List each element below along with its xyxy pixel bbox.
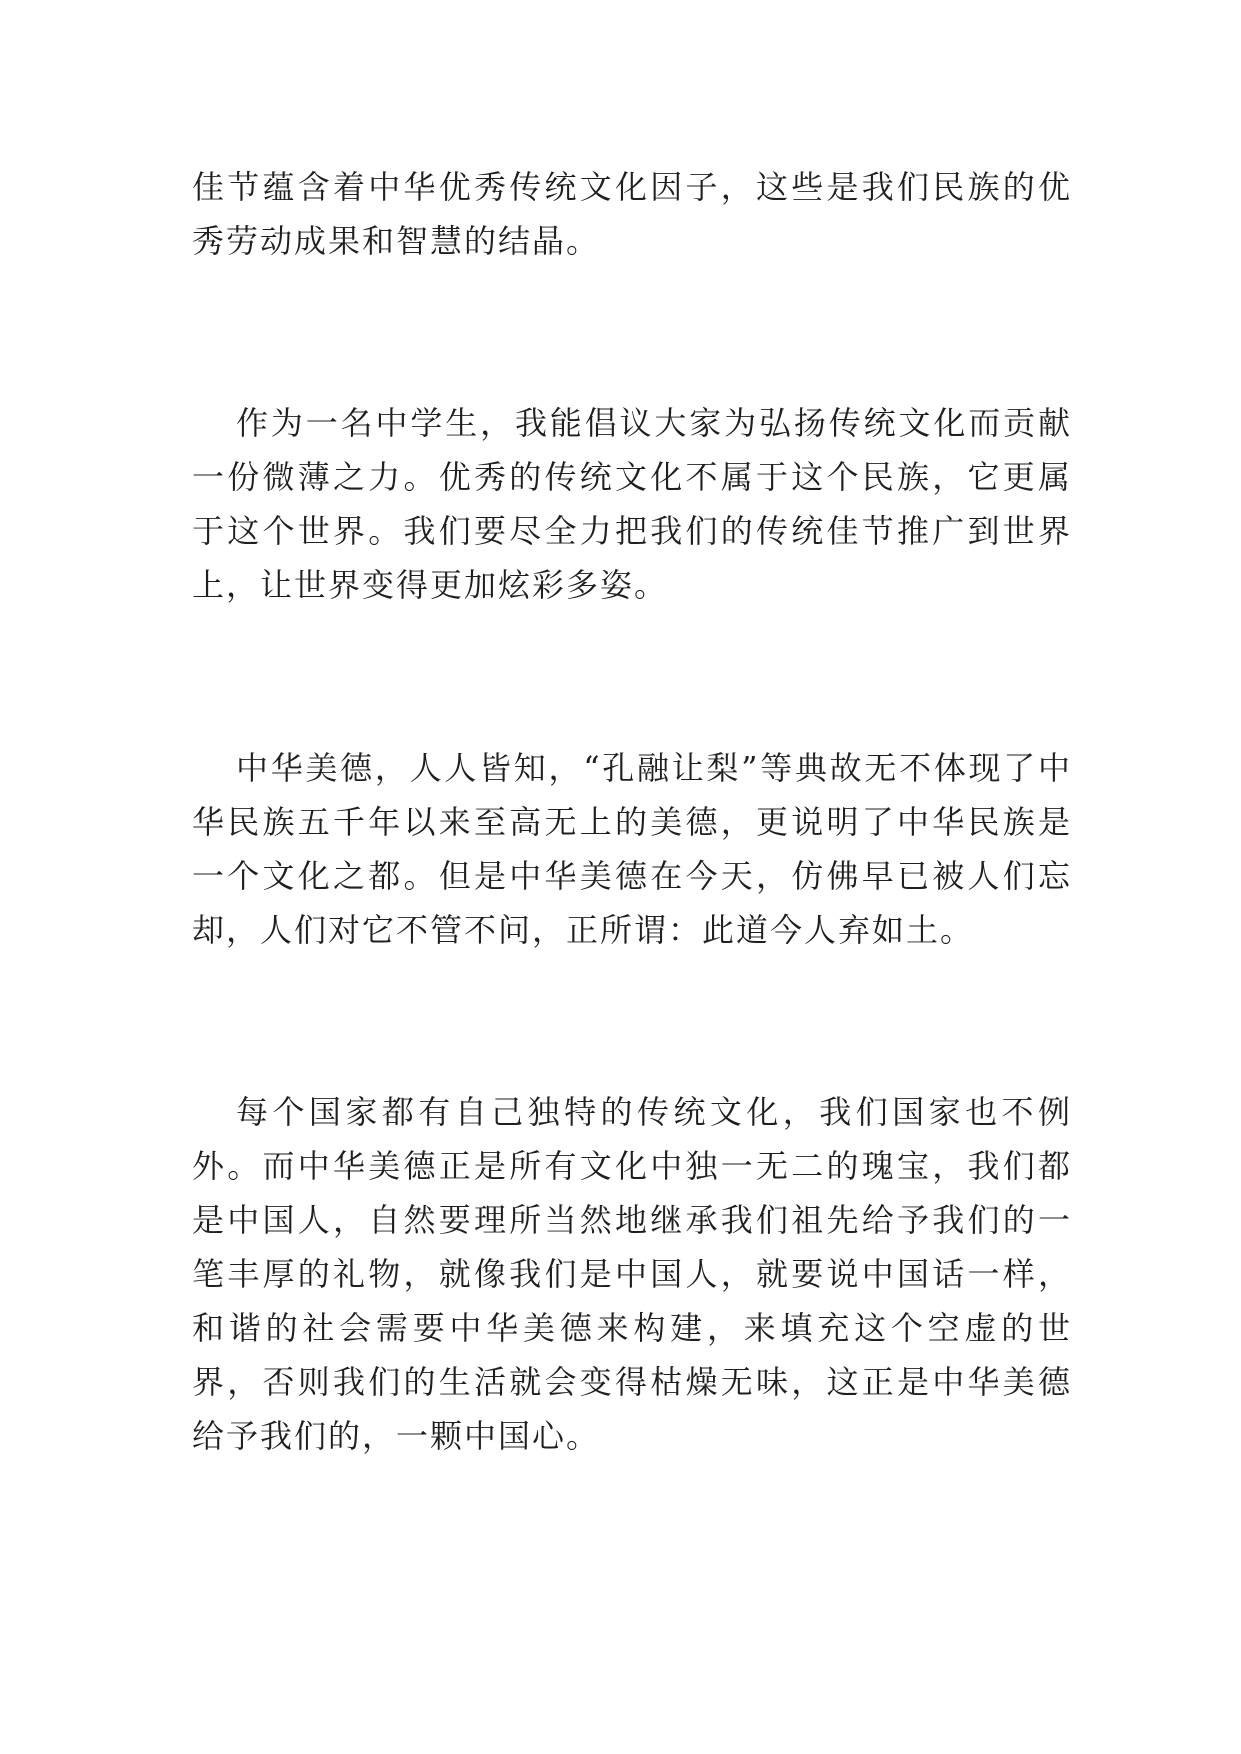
paragraph-student-proposal: 作为一名中学生，我能倡议大家为弘扬传统文化而贡献一份微薄之力。优秀的传统文化不属于这个民族，它更属于这个世界。我们要尽全力把我们的传统佳节推广到世界上，让世界变得更加炫彩多姿。 [192,404,1072,604]
paragraph-national-culture: 每个国家都有自己独特的传统文化，我们国家也不例外。而中华美德正是所有文化中独一无二的瑰宝，我们都是中国人，自然要理所当然地继承我们祖先给予我们的一笔丰厚的礼物，就像我们是中国人，就要说中国话一样，和谐的社会需要中华美德来构建，来填充这个空虚的世界，否则我们的生活就会变得枯燥无味，这正是中华美德给予我们的，一颗中国心。 [192,1093,1072,1455]
paragraph-continuation: 佳节蕴含着中华优秀传统文化因子，这些是我们民族的优秀劳动成果和智慧的结晶。 [192,168,1072,260]
paragraph-chinese-virtue: 中华美德，人人皆知，“孔融让梨”等典故无不体现了中华民族五千年以来至高无上的美德，更说明了中华民族是一个文化之都。但是中华美德在今天，仿佛早已被人们忘却，人们对它不管不问，正所谓：此道今人弃如土。 [192,749,1072,949]
